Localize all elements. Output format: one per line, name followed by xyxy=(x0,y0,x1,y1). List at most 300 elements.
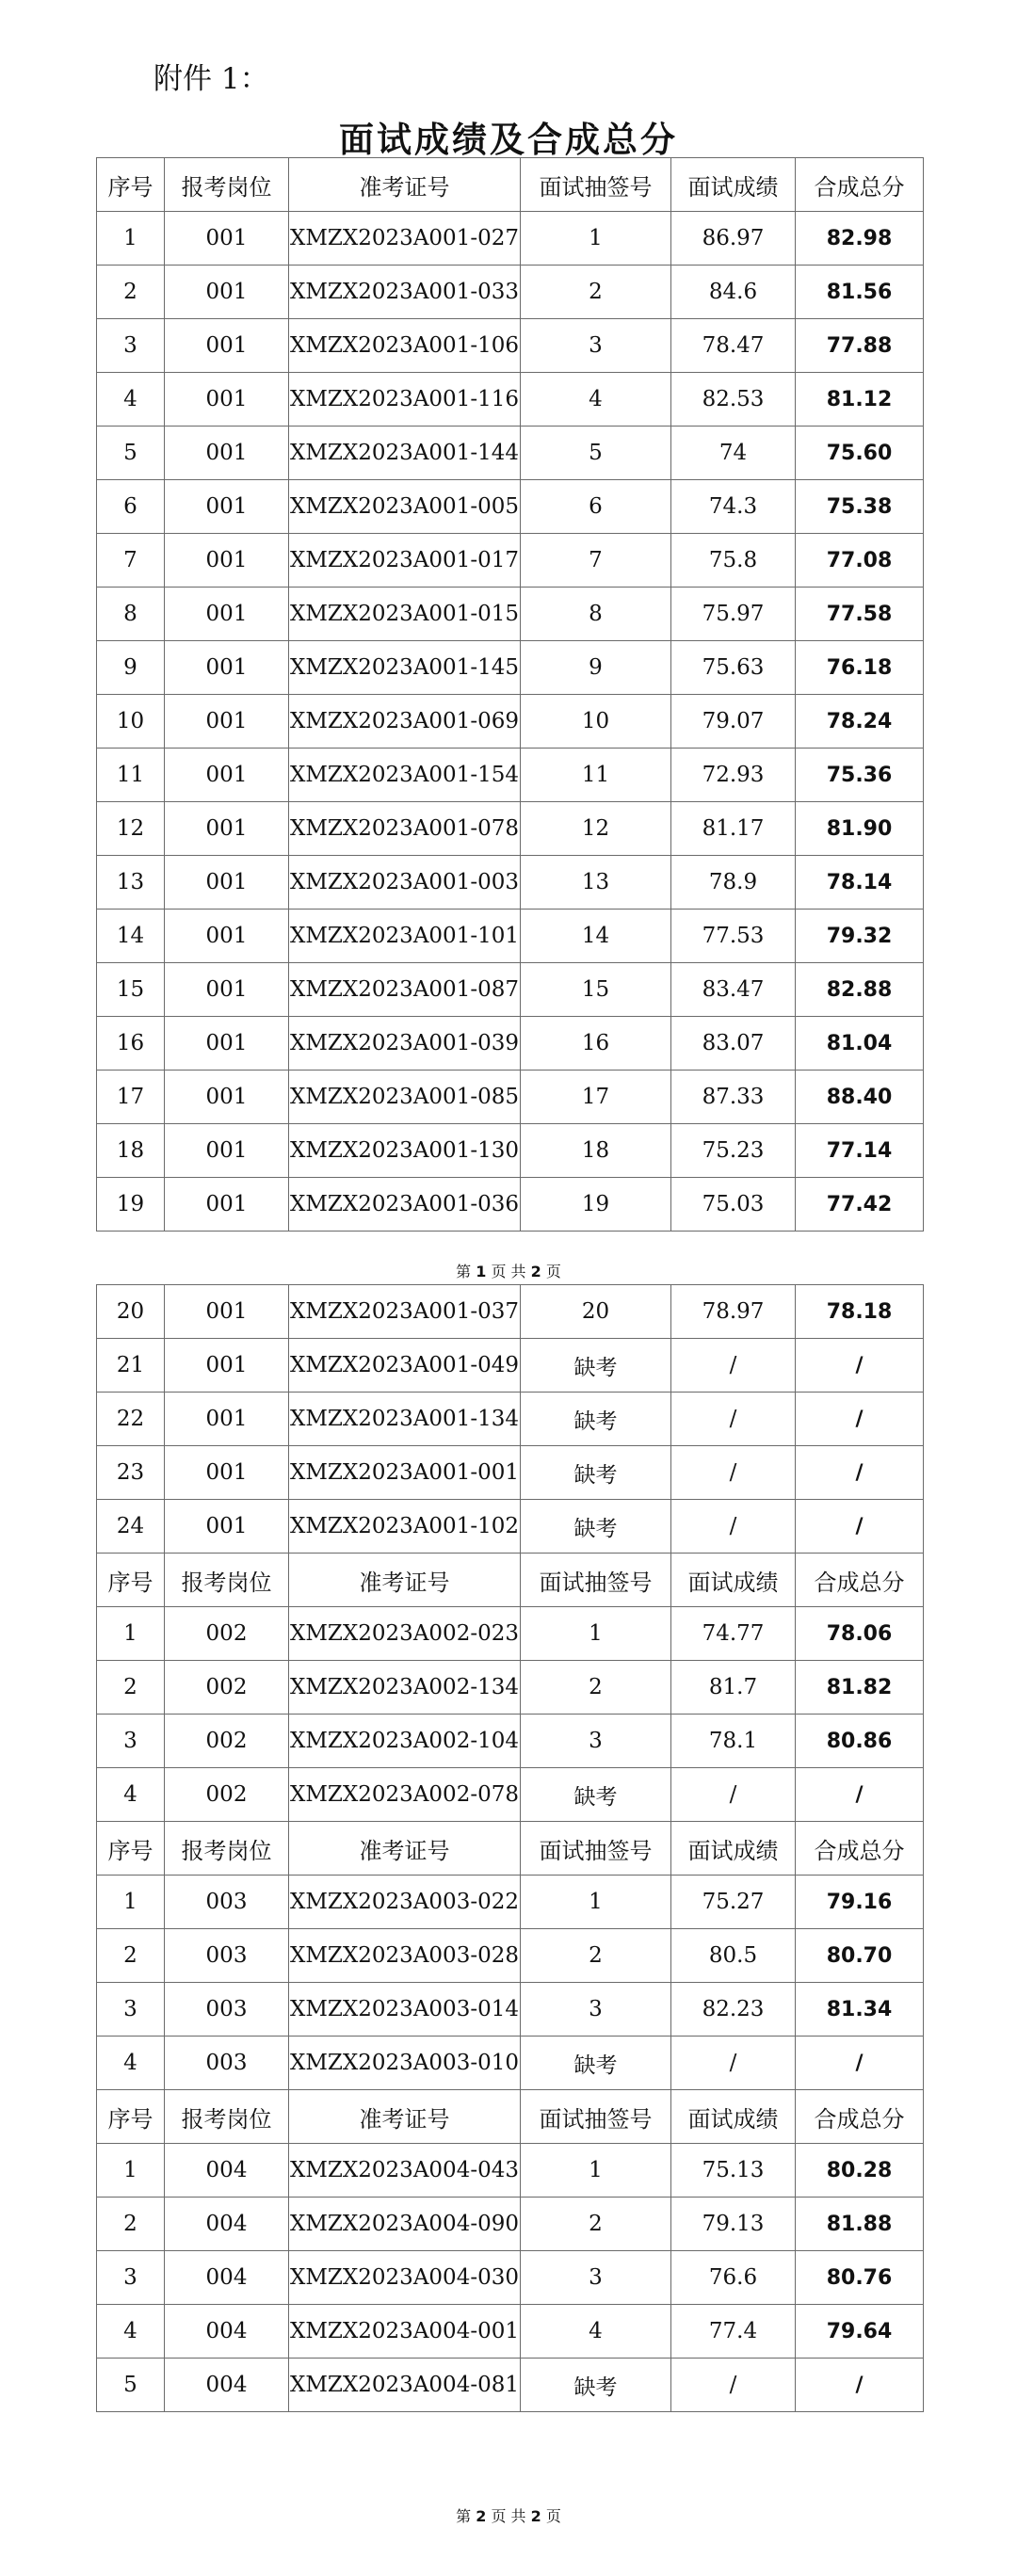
position-code-cell: 001 xyxy=(165,212,289,266)
ticket-number-cell: XMZX2023A001-005 xyxy=(289,480,521,534)
total-score-cell: 79.64 xyxy=(796,2305,924,2359)
total-score-cell: 79.16 xyxy=(796,1876,924,1929)
ticket-number-cell: XMZX2023A001-101 xyxy=(289,910,521,963)
draw-number-cell: 1 xyxy=(521,1876,671,1929)
table-row xyxy=(97,1768,924,1822)
interview-score-cell: 81.7 xyxy=(671,1661,796,1715)
position-code-cell: 001 xyxy=(165,373,289,427)
interview-score-cell: 74.77 xyxy=(671,1607,796,1661)
footer-total-pages: 2 xyxy=(530,2507,541,2525)
table-row xyxy=(97,802,924,856)
table-row xyxy=(97,2305,924,2359)
interview-score-cell: 83.07 xyxy=(671,1017,796,1071)
table-row xyxy=(97,1071,924,1124)
position-code-cell: 002 xyxy=(165,1715,289,1768)
total-score-cell: 81.04 xyxy=(796,1017,924,1071)
table-row xyxy=(97,1715,924,1768)
position-code-cell: 003 xyxy=(165,1929,289,1983)
ticket-number-cell: XMZX2023A001-039 xyxy=(289,1017,521,1071)
interview-score-cell: 87.33 xyxy=(671,1071,796,1124)
ticket-number-cell: XMZX2023A001-078 xyxy=(289,802,521,856)
ticket-number-cell: XMZX2023A004-081 xyxy=(289,2359,521,2412)
total-score-cell: 75.60 xyxy=(796,427,924,480)
table-row xyxy=(97,1285,924,1339)
interview-score-cell: 82.53 xyxy=(671,373,796,427)
total-score-cell: 81.56 xyxy=(796,266,924,319)
table-row xyxy=(97,749,924,802)
row-index-cell: 24 xyxy=(97,1500,165,1554)
interview-score-cell: 84.6 xyxy=(671,266,796,319)
total-score-cell: 78.24 xyxy=(796,695,924,749)
position-code-cell: 004 xyxy=(165,2305,289,2359)
row-index-cell: 7 xyxy=(97,534,165,588)
total-score-cell: / xyxy=(796,2359,924,2412)
position-code-cell: 001 xyxy=(165,1071,289,1124)
total-score-cell: / xyxy=(796,1339,924,1393)
interview-score-cell: 78.97 xyxy=(671,1285,796,1339)
position-code-cell: 002 xyxy=(165,1607,289,1661)
row-index-cell: 4 xyxy=(97,2305,165,2359)
interview-score-cell: 77.53 xyxy=(671,910,796,963)
table-header-row xyxy=(97,1554,924,1607)
draw-number-cell: 3 xyxy=(521,319,671,373)
table-row xyxy=(97,1393,924,1446)
ticket-number-cell: XMZX2023A001-106 xyxy=(289,319,521,373)
interview-score-cell: 80.5 xyxy=(671,1929,796,1983)
row-index-cell: 3 xyxy=(97,2251,165,2305)
draw-number-cell: 3 xyxy=(521,1715,671,1768)
row-index-cell: 4 xyxy=(97,2037,165,2090)
interview-score-cell: 82.23 xyxy=(671,1983,796,2037)
header-cell: 报考岗位 xyxy=(165,2090,289,2144)
position-code-cell: 001 xyxy=(165,1285,289,1339)
row-index-cell: 18 xyxy=(97,1124,165,1178)
footer-text: 页 xyxy=(545,2507,561,2525)
ticket-number-cell: XMZX2023A001-036 xyxy=(289,1178,521,1232)
draw-number-cell: 7 xyxy=(521,534,671,588)
table-row xyxy=(97,1661,924,1715)
ticket-number-cell: XMZX2023A001-033 xyxy=(289,266,521,319)
header-cell: 准考证号 xyxy=(289,1554,521,1607)
table-row xyxy=(97,1876,924,1929)
ticket-number-cell: XMZX2023A003-028 xyxy=(289,1929,521,1983)
position-code-cell: 001 xyxy=(165,319,289,373)
header-cell: 面试抽签号 xyxy=(521,1822,671,1876)
footer-text: 第 xyxy=(456,2507,472,2525)
total-score-cell: 77.08 xyxy=(796,534,924,588)
interview-score-cell: 75.03 xyxy=(671,1178,796,1232)
total-score-cell: 75.36 xyxy=(796,749,924,802)
draw-number-cell: 6 xyxy=(521,480,671,534)
total-score-cell: 80.28 xyxy=(796,2144,924,2198)
attachment-label: 附件 1： xyxy=(153,62,269,96)
header-cell: 面试抽签号 xyxy=(521,2090,671,2144)
interview-score-cell: 75.13 xyxy=(671,2144,796,2198)
draw-number-cell: 5 xyxy=(521,427,671,480)
total-score-cell: 78.18 xyxy=(796,1285,924,1339)
table-row xyxy=(97,2037,924,2090)
position-code-cell: 001 xyxy=(165,695,289,749)
total-score-cell: 81.88 xyxy=(796,2198,924,2251)
row-index-cell: 5 xyxy=(97,2359,165,2412)
total-score-cell: 81.34 xyxy=(796,1983,924,2037)
draw-number-cell: 18 xyxy=(521,1124,671,1178)
row-index-cell: 3 xyxy=(97,319,165,373)
table-row xyxy=(97,641,924,695)
ticket-number-cell: XMZX2023A001-154 xyxy=(289,749,521,802)
table-row xyxy=(97,1446,924,1500)
row-index-cell: 1 xyxy=(97,1876,165,1929)
interview-score-cell: 79.07 xyxy=(671,695,796,749)
table-row xyxy=(97,1178,924,1232)
draw-number-cell: 9 xyxy=(521,641,671,695)
table-row xyxy=(97,534,924,588)
row-index-cell: 20 xyxy=(97,1285,165,1339)
table-row xyxy=(97,480,924,534)
row-index-cell: 1 xyxy=(97,212,165,266)
interview-score-cell: 75.63 xyxy=(671,641,796,695)
table-row xyxy=(97,695,924,749)
header-cell: 报考岗位 xyxy=(165,1554,289,1607)
row-index-cell: 16 xyxy=(97,1017,165,1071)
table-row xyxy=(97,910,924,963)
interview-score-cell: 75.23 xyxy=(671,1124,796,1178)
row-index-cell: 2 xyxy=(97,1661,165,1715)
row-index-cell: 4 xyxy=(97,1768,165,1822)
table-row xyxy=(97,2144,924,2198)
total-score-cell: 82.88 xyxy=(796,963,924,1017)
interview-score-cell: 74.3 xyxy=(671,480,796,534)
draw-number-cell: 11 xyxy=(521,749,671,802)
draw-number-cell: 2 xyxy=(521,266,671,319)
header-cell: 序号 xyxy=(97,1822,165,1876)
row-index-cell: 12 xyxy=(97,802,165,856)
table-row xyxy=(97,266,924,319)
row-index-cell: 10 xyxy=(97,695,165,749)
row-index-cell: 4 xyxy=(97,373,165,427)
total-score-cell: 79.32 xyxy=(796,910,924,963)
total-score-cell: / xyxy=(796,2037,924,2090)
footer-text: 页 共 xyxy=(491,1263,526,1280)
position-code-cell: 001 xyxy=(165,1500,289,1554)
total-score-cell: 80.76 xyxy=(796,2251,924,2305)
total-score-cell: 77.88 xyxy=(796,319,924,373)
table-row xyxy=(97,2251,924,2305)
ticket-number-cell: XMZX2023A001-134 xyxy=(289,1393,521,1446)
interview-score-cell: 81.17 xyxy=(671,802,796,856)
footer-total-pages: 2 xyxy=(530,1263,541,1280)
total-score-cell: 81.12 xyxy=(796,373,924,427)
interview-score-cell: 83.47 xyxy=(671,963,796,1017)
ticket-number-cell: XMZX2023A001-102 xyxy=(289,1500,521,1554)
table-row xyxy=(97,2198,924,2251)
header-cell: 面试成绩 xyxy=(671,1554,796,1607)
table-row xyxy=(97,1339,924,1393)
row-index-cell: 2 xyxy=(97,1929,165,1983)
ticket-number-cell: XMZX2023A002-134 xyxy=(289,1661,521,1715)
position-code-cell: 001 xyxy=(165,1017,289,1071)
position-code-cell: 001 xyxy=(165,910,289,963)
header-cell: 序号 xyxy=(97,158,165,212)
table-row xyxy=(97,373,924,427)
draw-number-cell: 3 xyxy=(521,2251,671,2305)
draw-number-cell: 8 xyxy=(521,588,671,641)
ticket-number-cell: XMZX2023A001-049 xyxy=(289,1339,521,1393)
table-row xyxy=(97,588,924,641)
row-index-cell: 9 xyxy=(97,641,165,695)
interview-score-cell: 75.27 xyxy=(671,1876,796,1929)
position-code-cell: 001 xyxy=(165,749,289,802)
table-row xyxy=(97,1607,924,1661)
interview-score-cell: / xyxy=(671,1500,796,1554)
ticket-number-cell: XMZX2023A001-017 xyxy=(289,534,521,588)
interview-score-cell: / xyxy=(671,1393,796,1446)
ticket-number-cell: XMZX2023A003-014 xyxy=(289,1983,521,2037)
header-cell: 报考岗位 xyxy=(165,158,289,212)
header-cell: 面试成绩 xyxy=(671,2090,796,2144)
draw-number-cell: 3 xyxy=(521,1983,671,2037)
header-cell: 面试成绩 xyxy=(671,1822,796,1876)
row-index-cell: 21 xyxy=(97,1339,165,1393)
draw-number-cell: 15 xyxy=(521,963,671,1017)
draw-number-cell: 2 xyxy=(521,1929,671,1983)
row-index-cell: 11 xyxy=(97,749,165,802)
table-row xyxy=(97,2359,924,2412)
table-header-row xyxy=(97,1822,924,1876)
total-score-cell: / xyxy=(796,1500,924,1554)
interview-score-cell: 74 xyxy=(671,427,796,480)
ticket-number-cell: XMZX2023A001-027 xyxy=(289,212,521,266)
row-index-cell: 3 xyxy=(97,1983,165,2037)
interview-score-cell: 78.9 xyxy=(671,856,796,910)
row-index-cell: 23 xyxy=(97,1446,165,1500)
position-code-cell: 001 xyxy=(165,641,289,695)
position-code-cell: 001 xyxy=(165,534,289,588)
table-row xyxy=(97,1983,924,2037)
ticket-number-cell: XMZX2023A002-104 xyxy=(289,1715,521,1768)
header-cell: 面试抽签号 xyxy=(521,158,671,212)
results-table-page-1 xyxy=(96,157,924,1232)
position-code-cell: 001 xyxy=(165,480,289,534)
table-header-row xyxy=(97,158,924,212)
page-title: 面试成绩及合成总分 xyxy=(339,119,678,160)
total-score-cell: / xyxy=(796,1768,924,1822)
table-row xyxy=(97,1929,924,1983)
ticket-number-cell: XMZX2023A001-037 xyxy=(289,1285,521,1339)
draw-number-cell: 1 xyxy=(521,1607,671,1661)
total-score-cell: 75.38 xyxy=(796,480,924,534)
header-cell: 合成总分 xyxy=(796,2090,924,2144)
position-code-cell: 002 xyxy=(165,1768,289,1822)
position-code-cell: 003 xyxy=(165,2037,289,2090)
row-index-cell: 1 xyxy=(97,1607,165,1661)
ticket-number-cell: XMZX2023A001-003 xyxy=(289,856,521,910)
total-score-cell: 88.40 xyxy=(796,1071,924,1124)
total-score-cell: / xyxy=(796,1393,924,1446)
position-code-cell: 001 xyxy=(165,588,289,641)
position-code-cell: 001 xyxy=(165,1393,289,1446)
header-cell: 合成总分 xyxy=(796,158,924,212)
draw-number-cell: 12 xyxy=(521,802,671,856)
draw-number-cell: 10 xyxy=(521,695,671,749)
ticket-number-cell: XMZX2023A003-010 xyxy=(289,2037,521,2090)
ticket-number-cell: XMZX2023A003-022 xyxy=(289,1876,521,1929)
row-index-cell: 6 xyxy=(97,480,165,534)
header-cell: 合成总分 xyxy=(796,1554,924,1607)
position-code-cell: 002 xyxy=(165,1661,289,1715)
position-code-cell: 003 xyxy=(165,1983,289,2037)
position-code-cell: 001 xyxy=(165,266,289,319)
ticket-number-cell: XMZX2023A001-130 xyxy=(289,1124,521,1178)
draw-number-cell: 缺考 xyxy=(521,1768,671,1822)
header-cell: 报考岗位 xyxy=(165,1822,289,1876)
draw-number-cell: 缺考 xyxy=(521,2037,671,2090)
interview-score-cell: 76.6 xyxy=(671,2251,796,2305)
position-code-cell: 003 xyxy=(165,1876,289,1929)
interview-score-cell: / xyxy=(671,1339,796,1393)
draw-number-cell: 4 xyxy=(521,2305,671,2359)
row-index-cell: 3 xyxy=(97,1715,165,1768)
interview-score-cell: 78.47 xyxy=(671,319,796,373)
interview-score-cell: 72.93 xyxy=(671,749,796,802)
draw-number-cell: 2 xyxy=(521,2198,671,2251)
position-code-cell: 001 xyxy=(165,963,289,1017)
position-code-cell: 004 xyxy=(165,2359,289,2412)
row-index-cell: 15 xyxy=(97,963,165,1017)
footer-text: 第 xyxy=(456,1263,472,1280)
results-table-page-2 xyxy=(96,1284,924,2412)
table-row xyxy=(97,963,924,1017)
row-index-cell: 17 xyxy=(97,1071,165,1124)
ticket-number-cell: XMZX2023A002-078 xyxy=(289,1768,521,1822)
position-code-cell: 004 xyxy=(165,2251,289,2305)
draw-number-cell: 13 xyxy=(521,856,671,910)
interview-score-cell: 75.8 xyxy=(671,534,796,588)
interview-score-cell: / xyxy=(671,1446,796,1500)
draw-number-cell: 14 xyxy=(521,910,671,963)
interview-score-cell: 77.4 xyxy=(671,2305,796,2359)
total-score-cell: 81.90 xyxy=(796,802,924,856)
draw-number-cell: 20 xyxy=(521,1285,671,1339)
ticket-number-cell: XMZX2023A004-090 xyxy=(289,2198,521,2251)
table-row xyxy=(97,212,924,266)
interview-score-cell: / xyxy=(671,2037,796,2090)
draw-number-cell: 19 xyxy=(521,1178,671,1232)
total-score-cell: 78.06 xyxy=(796,1607,924,1661)
total-score-cell: 76.18 xyxy=(796,641,924,695)
ticket-number-cell: XMZX2023A004-030 xyxy=(289,2251,521,2305)
header-cell: 准考证号 xyxy=(289,2090,521,2144)
draw-number-cell: 1 xyxy=(521,2144,671,2198)
table-row xyxy=(97,1500,924,1554)
header-cell: 准考证号 xyxy=(289,158,521,212)
ticket-number-cell: XMZX2023A001-144 xyxy=(289,427,521,480)
total-score-cell: 80.86 xyxy=(796,1715,924,1768)
draw-number-cell: 4 xyxy=(521,373,671,427)
ticket-number-cell: XMZX2023A001-087 xyxy=(289,963,521,1017)
position-code-cell: 004 xyxy=(165,2144,289,2198)
table-row xyxy=(97,856,924,910)
draw-number-cell: 缺考 xyxy=(521,1339,671,1393)
header-cell: 序号 xyxy=(97,1554,165,1607)
header-cell: 面试成绩 xyxy=(671,158,796,212)
header-cell: 合成总分 xyxy=(796,1822,924,1876)
total-score-cell: 82.98 xyxy=(796,212,924,266)
draw-number-cell: 缺考 xyxy=(521,1500,671,1554)
interview-score-cell: 86.97 xyxy=(671,212,796,266)
page-footer-1 xyxy=(0,1260,1017,1281)
position-code-cell: 001 xyxy=(165,1124,289,1178)
draw-number-cell: 1 xyxy=(521,212,671,266)
table-row xyxy=(97,1017,924,1071)
total-score-cell: 81.82 xyxy=(796,1661,924,1715)
footer-text: 页 xyxy=(545,1263,561,1280)
total-score-cell: 78.14 xyxy=(796,856,924,910)
ticket-number-cell: XMZX2023A001-069 xyxy=(289,695,521,749)
total-score-cell: 77.58 xyxy=(796,588,924,641)
draw-number-cell: 2 xyxy=(521,1661,671,1715)
table-row xyxy=(97,1124,924,1178)
page-footer-2 xyxy=(0,2504,1017,2526)
position-code-cell: 001 xyxy=(165,1446,289,1500)
total-score-cell: / xyxy=(796,1446,924,1500)
interview-score-cell: 79.13 xyxy=(671,2198,796,2251)
table-row xyxy=(97,427,924,480)
ticket-number-cell: XMZX2023A004-001 xyxy=(289,2305,521,2359)
total-score-cell: 80.70 xyxy=(796,1929,924,1983)
position-code-cell: 001 xyxy=(165,1339,289,1393)
ticket-number-cell: XMZX2023A001-015 xyxy=(289,588,521,641)
position-code-cell: 001 xyxy=(165,802,289,856)
position-code-cell: 001 xyxy=(165,1178,289,1232)
ticket-number-cell: XMZX2023A001-145 xyxy=(289,641,521,695)
draw-number-cell: 缺考 xyxy=(521,1393,671,1446)
row-index-cell: 1 xyxy=(97,2144,165,2198)
row-index-cell: 22 xyxy=(97,1393,165,1446)
footer-text: 页 共 xyxy=(491,2507,526,2525)
header-cell: 准考证号 xyxy=(289,1822,521,1876)
interview-score-cell: / xyxy=(671,1768,796,1822)
position-code-cell: 001 xyxy=(165,856,289,910)
footer-page-number: 1 xyxy=(476,1263,487,1280)
footer-page-number: 2 xyxy=(476,2507,487,2525)
row-index-cell: 13 xyxy=(97,856,165,910)
ticket-number-cell: XMZX2023A001-085 xyxy=(289,1071,521,1124)
row-index-cell: 14 xyxy=(97,910,165,963)
interview-score-cell: / xyxy=(671,2359,796,2412)
row-index-cell: 19 xyxy=(97,1178,165,1232)
ticket-number-cell: XMZX2023A002-023 xyxy=(289,1607,521,1661)
ticket-number-cell: XMZX2023A001-001 xyxy=(289,1446,521,1500)
total-score-cell: 77.14 xyxy=(796,1124,924,1178)
position-code-cell: 001 xyxy=(165,427,289,480)
draw-number-cell: 16 xyxy=(521,1017,671,1071)
header-cell: 面试抽签号 xyxy=(521,1554,671,1607)
row-index-cell: 8 xyxy=(97,588,165,641)
row-index-cell: 2 xyxy=(97,266,165,319)
draw-number-cell: 缺考 xyxy=(521,2359,671,2412)
ticket-number-cell: XMZX2023A004-043 xyxy=(289,2144,521,2198)
interview-score-cell: 75.97 xyxy=(671,588,796,641)
table-row xyxy=(97,319,924,373)
header-cell: 序号 xyxy=(97,2090,165,2144)
row-index-cell: 5 xyxy=(97,427,165,480)
draw-number-cell: 缺考 xyxy=(521,1446,671,1500)
position-code-cell: 004 xyxy=(165,2198,289,2251)
interview-score-cell: 78.1 xyxy=(671,1715,796,1768)
table-header-row xyxy=(97,2090,924,2144)
total-score-cell: 77.42 xyxy=(796,1178,924,1232)
